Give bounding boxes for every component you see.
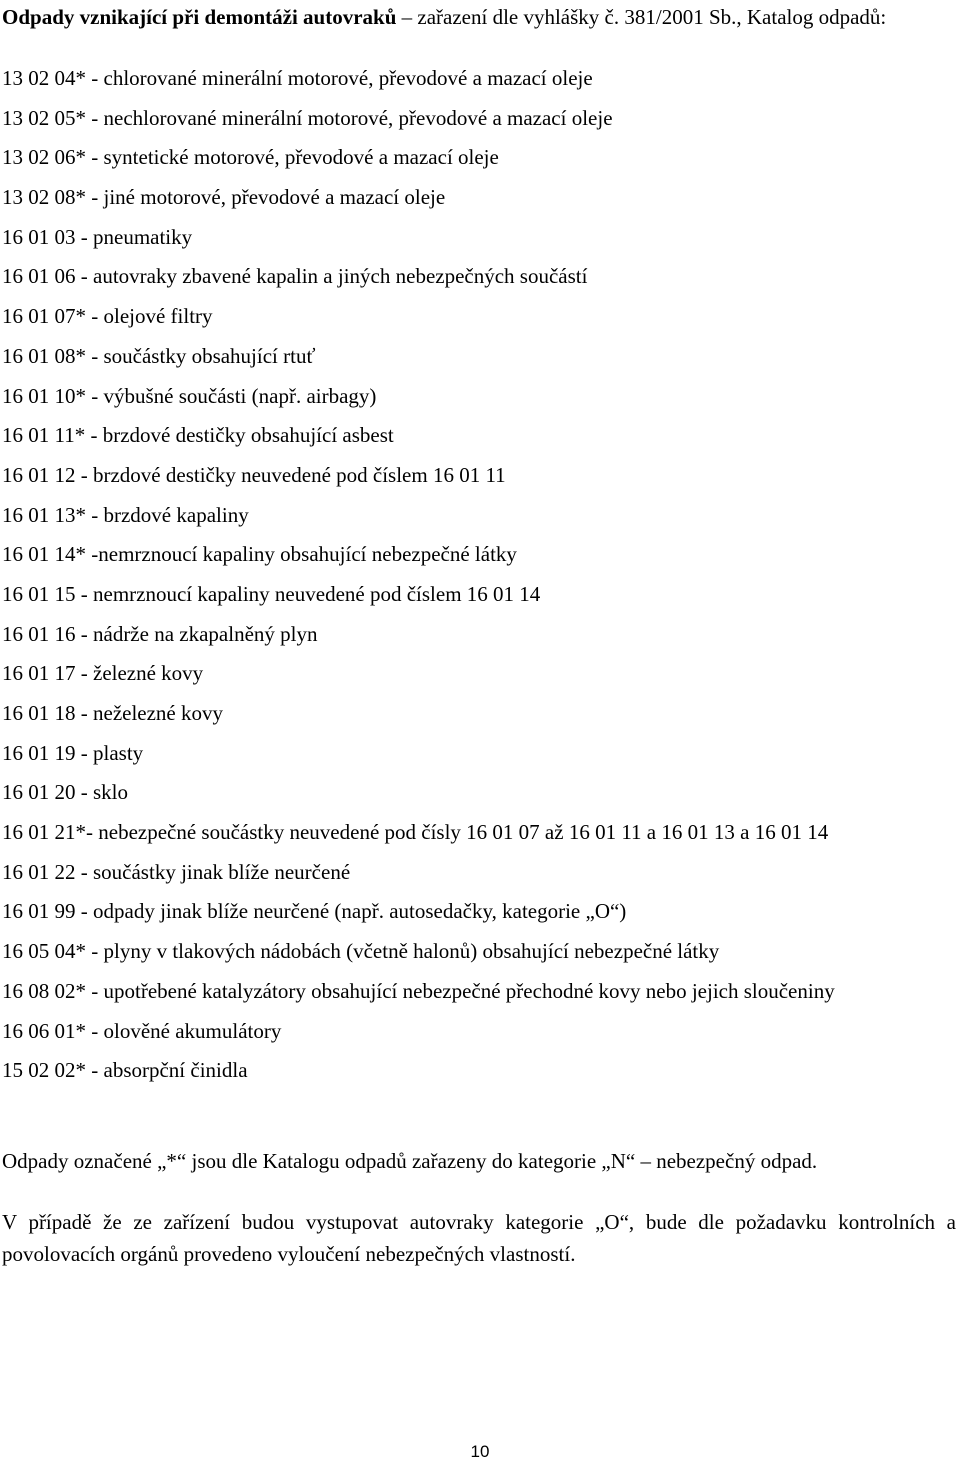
list-item: 16 01 03 - pneumatiky xyxy=(2,224,193,249)
list-item: 16 08 02* - upotřebené katalyzátory obsahující nebezpečné přechodné kovy nebo jejich sloučeniny xyxy=(2,978,835,1003)
document-page xyxy=(2,0,956,1270)
list-item: 16 01 20 - sklo xyxy=(2,780,128,805)
list-item: 13 02 08* - jiné motorové, převodové a mazací oleje xyxy=(2,185,446,210)
list-item: 16 01 07* - olejové filtry xyxy=(2,304,213,329)
list-item: 16 01 16 - nádrže na zkapalněný plyn xyxy=(2,621,318,646)
list-item: 16 01 15 - nemrznoucí kapaliny neuvedené pod číslem 16 01 14 xyxy=(2,581,541,606)
list-item: 16 01 13* - brzdové kapaliny xyxy=(2,502,249,527)
list-item: 13 02 06* - syntetické motorové, převodové a mazací oleje xyxy=(2,145,499,170)
page-number: 10 xyxy=(470,1442,490,1461)
list-item: 16 01 22 - součástky jinak blíže neurčené xyxy=(2,859,351,884)
list-item: 16 01 14* -nemrznoucí kapaliny obsahující nebezpečné látky xyxy=(2,542,517,567)
document-heading xyxy=(2,0,956,32)
list-item: 16 01 08* - součástky obsahující rtuť xyxy=(2,343,316,368)
list-item: 16 06 01* - olověné akumulátory xyxy=(2,1018,282,1043)
list-item: 16 01 11* - brzdové destičky obsahující asbest xyxy=(2,423,394,448)
heading-subtitle: – zařazení dle vyhlášky č. 381/2001 Sb., Katalog odpadů: xyxy=(396,5,887,29)
waste-catalog-list xyxy=(2,62,956,1086)
list-item: 16 01 06 - autovraky zbavené kapalin a jiných nebezpečných součástí xyxy=(2,264,588,289)
heading-bold-title: Odpady vznikající při demontáži autovraků xyxy=(2,5,397,29)
list-item: 16 01 17 - železné kovy xyxy=(2,661,204,686)
list-item: 16 01 18 - neželezné kovy xyxy=(2,701,224,725)
list-item: 13 02 04* - chlorované minerální motorové, převodové a mazací oleje xyxy=(2,66,593,90)
list-item: 15 02 02* - absorpční činidla xyxy=(2,1058,248,1083)
list-item: 16 01 10* - výbušné součásti (např. airbagy) xyxy=(2,383,377,408)
list-item: 16 01 19 - plasty xyxy=(2,740,144,765)
hazard-category-note: Odpady označené „*“ jsou dle Katalogu odpadů zařazeny do kategorie „N“ – nebezpečný odpad. xyxy=(2,1149,818,1174)
list-item: 16 01 21*- nebezpečné součástky neuvedené pod čísly 16 01 07 až 16 01 11 a 16 01 13 a 16 01 14 xyxy=(2,820,829,845)
list-item: 16 01 99 - odpady jinak blíže neurčené (např. autosedačky, kategorie „O“) xyxy=(2,899,627,924)
category-o-note: V případě že ze zařízení budou vystupovat autovraky kategorie „O“, bude dle požadavku kontrolních a povolovacích orgánů provedeno vyloučení nebezpečných vlastností. xyxy=(2,1210,956,1267)
list-item: 13 02 05* - nechlorované minerální motorové, převodové a mazací oleje xyxy=(2,105,613,130)
list-item: 16 01 12 - brzdové destičky neuvedené pod číslem 16 01 11 xyxy=(2,462,506,487)
list-item: 16 05 04* - plyny v tlakových nádobách (včetně halonů) obsahující nebezpečné látky xyxy=(2,939,720,964)
